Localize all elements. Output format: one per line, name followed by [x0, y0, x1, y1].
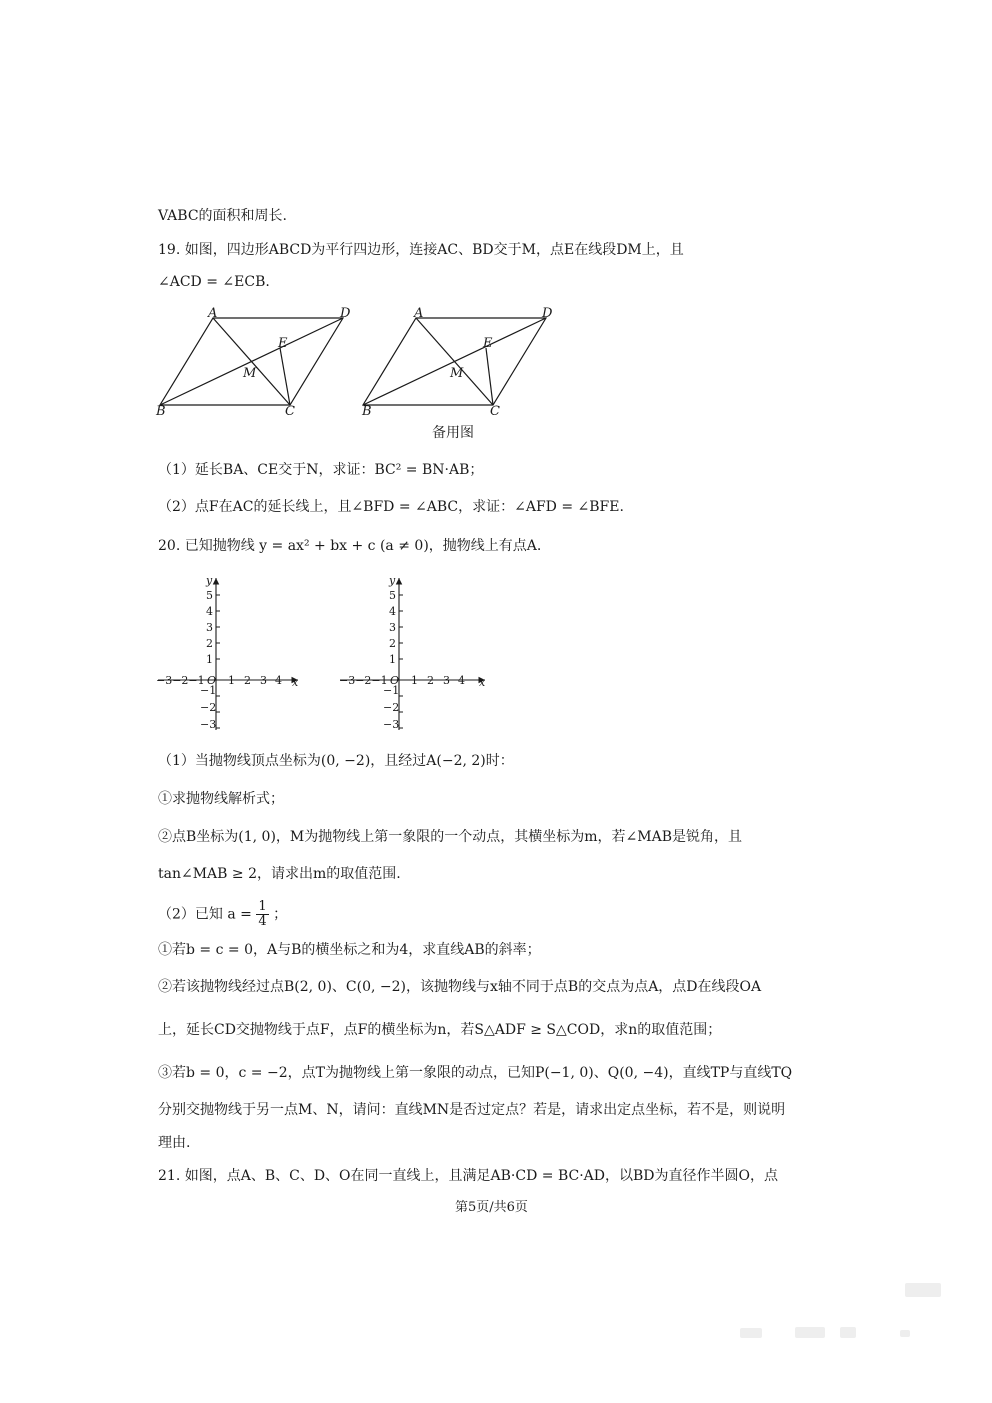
figure-20	[150, 570, 500, 740]
fig20b-ytick: 4	[389, 605, 396, 618]
question-19-part1: （1）延长BA、CE交于N，求证：BC² = BN·AB；	[158, 462, 484, 478]
question-20-part2-c-end: 理由.	[158, 1135, 191, 1151]
fig20-xtick: 1	[228, 674, 235, 687]
fig19b-label-d: D	[542, 306, 553, 321]
fig20-xtick: 3	[260, 674, 267, 687]
scan-artifact	[840, 1327, 856, 1338]
fig20-ytick: −2	[200, 701, 217, 714]
scan-artifact	[740, 1328, 762, 1338]
fig20b-ytick: 3	[389, 621, 396, 634]
fig19b-label-a: A	[414, 306, 424, 321]
figure-19-caption: 备用图	[432, 425, 474, 441]
fig20b-ytick: 1	[389, 653, 396, 666]
fraction-numerator: 1	[258, 899, 267, 914]
triangle-abc-line: VABC的面积和周长.	[158, 208, 287, 224]
fig20b-ytick: 2	[389, 637, 396, 650]
scan-artifact	[795, 1327, 825, 1338]
question-20-part1: （1）当抛物线顶点坐标为(0, −2)，且经过A(−2, 2)时：	[158, 753, 514, 769]
fig19-label-a: A	[208, 306, 218, 321]
question-19-condition: ∠ACD = ∠ECB.	[158, 274, 270, 290]
question-20-part2	[158, 900, 287, 929]
question-20-part2-b-cont: 上，延长CD交抛物线于点F，点F的横坐标为n，若S△ADF ≥ S△COD，求n的取值范围；	[158, 1022, 722, 1038]
fig19b-label-b: B	[362, 404, 372, 419]
fig20-origin: O	[207, 674, 217, 687]
fig20b-y-label: y	[389, 574, 396, 587]
question-20-part1-a: ①求抛物线解析式；	[158, 791, 284, 807]
fig19-label-c: C	[285, 404, 295, 419]
fig19b-label-c: C	[490, 404, 500, 419]
question-20-part1-c: tan∠MAB ≥ 2，请求出m的取值范围.	[158, 866, 401, 882]
fig20b-xtick: 4	[458, 674, 465, 687]
fig20-ytick: −1	[200, 684, 217, 697]
fig20b-xticks-neg: −3−2−1	[339, 674, 388, 687]
scan-artifact	[905, 1283, 941, 1297]
fig20b-ytick: 5	[389, 589, 396, 602]
question-20-part2-c: ③若b = 0，c = −2，点T为抛物线上第一象限的动点，已知P(−1, 0)、Q(0, −4)，直线TP与直线TQ	[158, 1065, 793, 1081]
fraction-one-quarter	[256, 900, 268, 929]
fig19b-label-e: E	[483, 336, 493, 351]
fig19-label-b: B	[156, 404, 166, 419]
question-20-part2-c-cont: 分别交抛物线于另一点M、N，请问：直线MN是否过定点？若是，请求出定点坐标，若不是，则说明	[158, 1102, 786, 1118]
fig20-ytick: 3	[206, 621, 213, 634]
question-20-part2-a: ①若b = c = 0，A与B的横坐标之和为4，求直线AB的斜率；	[158, 942, 541, 958]
fig20-y-label: y	[206, 574, 213, 587]
page-footer: 第5页/共6页	[455, 1200, 528, 1215]
fig20b-ytick: −3	[383, 718, 400, 731]
question-19-part2: （2）点F在AC的延长线上，且∠BFD = ∠ABC，求证：∠AFD = ∠BFE.	[158, 499, 624, 515]
fig20-x-label: x	[292, 676, 299, 689]
fig20b-x-label: x	[479, 676, 486, 689]
fig20-ytick: 4	[206, 605, 213, 618]
figure-19	[150, 305, 553, 420]
question-20-part2-b: ②若该抛物线经过点B(2, 0)、C(0, −2)，该抛物线与x轴不同于点B的交点为点A，点D在线段OA	[158, 979, 762, 995]
question-19-intro: 19. 如图，四边形ABCD为平行四边形，连接AC、BD交于M，点E在线段DM上，且	[158, 242, 684, 258]
fig20-xtick: 4	[275, 674, 282, 687]
fig20-xticks-neg: −3−2−1	[156, 674, 205, 687]
fig20b-xtick: 2	[427, 674, 434, 687]
question-21-intro: 21. 如图，点A、B、C、D、O在同一直线上，且满足AB·CD = BC·AD，以BD为直径作半圆O，点	[158, 1168, 778, 1184]
fig20b-xtick: 1	[411, 674, 418, 687]
fraction-denominator: 4	[258, 914, 267, 929]
fig20-xtick: 2	[244, 674, 251, 687]
fig19-label-e: E	[278, 336, 288, 351]
fig20-ytick: 2	[206, 637, 213, 650]
question-20-intro: 20. 已知抛物线 y = ax² + bx + c (a ≠ 0)，抛物线上有点A.	[158, 538, 542, 554]
fig19-label-m: M	[243, 366, 257, 381]
fig20b-xtick: 3	[443, 674, 450, 687]
fig19-label-d: D	[340, 306, 351, 321]
fig20b-ytick: −2	[383, 701, 400, 714]
fig20b-origin: O	[390, 674, 400, 687]
question-20-part1-b: ②点B坐标为(1, 0)，M为抛物线上第一象限的一个动点，其横坐标为m，若∠MAB是锐角，且	[158, 829, 742, 845]
fig20b-ytick: −1	[383, 684, 400, 697]
scan-artifact	[900, 1330, 910, 1337]
fig20-ytick: 1	[206, 653, 213, 666]
q20p2-end: ；	[273, 906, 288, 923]
fig19b-label-m: M	[450, 366, 464, 381]
fig20-ytick: 5	[206, 589, 213, 602]
fig20-ytick: −3	[200, 718, 217, 731]
q20p2-text: （2）已知 a =	[158, 906, 252, 923]
